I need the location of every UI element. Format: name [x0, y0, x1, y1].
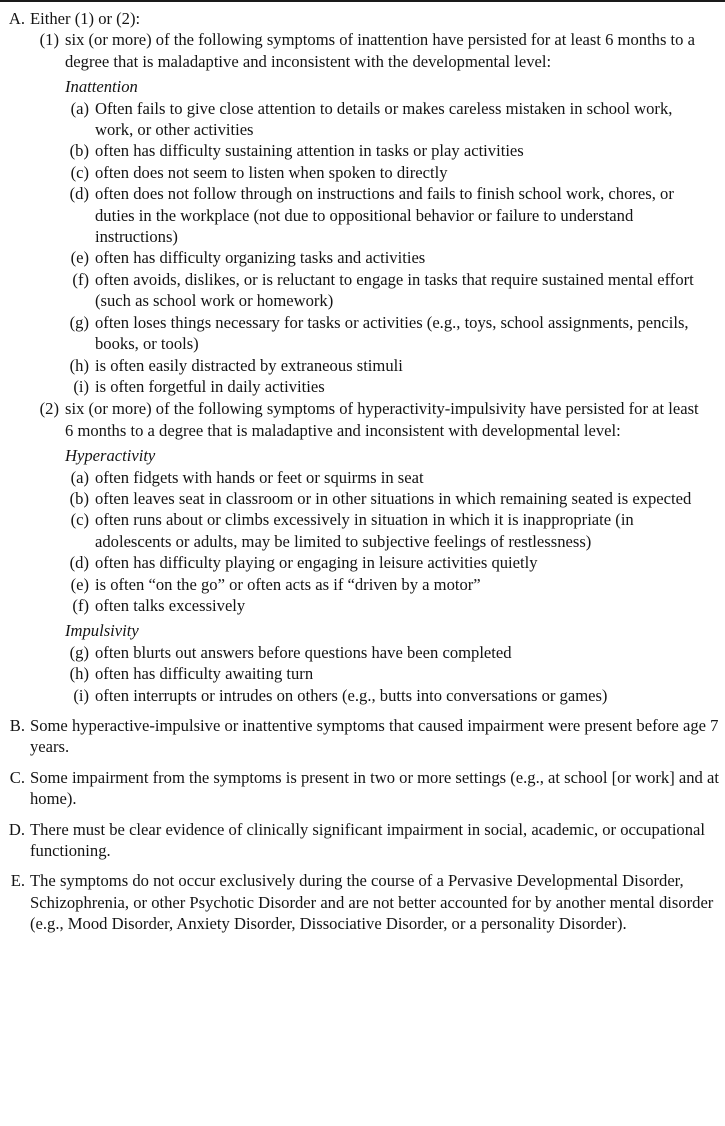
item-label: (c): [70, 162, 89, 182]
category-hyperactivity: Hyperactivity: [65, 446, 156, 466]
criterion-a: [8, 8, 719, 706]
list-item: [69, 642, 711, 663]
criterion-c: [9, 767, 719, 810]
item-text: often has difficulty organizing tasks and activities: [95, 248, 426, 268]
criterion-text: Either (1) or (2):: [30, 9, 141, 28]
subcriterion-1: [39, 29, 711, 72]
category-inattention: Inattention: [65, 77, 138, 97]
item-label: (d): [69, 184, 89, 204]
subcriterion-2: [39, 398, 711, 441]
criterion-b: [9, 715, 719, 758]
criterion-label: B.: [9, 716, 25, 735]
item-text: is often easily distracted by extraneous stimuli: [95, 355, 403, 375]
item-label: (e): [70, 574, 89, 594]
list-item: [73, 376, 711, 397]
item-text: often blurts out answers before questions have been completed: [95, 642, 512, 662]
item-text: often leaves seat in classroom or in other situations in which remaining seated is expected: [95, 488, 692, 508]
criterion-text: Some impairment from the symptoms is present in two or more settings (e.g., at school [or work] and at home).: [30, 767, 719, 809]
item-text: often has difficulty playing or engaging in leisure activities quietly: [95, 553, 538, 573]
list-item: [72, 269, 711, 312]
list-item: [70, 509, 711, 552]
item-text: Often fails to give close attention to details or makes careless mistaken in school work, work, or other activities: [95, 98, 673, 140]
list-item: [70, 162, 711, 183]
list-item: [69, 183, 711, 247]
criterion-label: A.: [8, 9, 25, 28]
item-text: often does not follow through on instructions and fails to finish school work, chores, or duties in the workplace (not due to oppositional behavior or failure to understand instructions): [95, 184, 674, 247]
list-item: [72, 595, 711, 616]
item-text: often interrupts or intrudes on others (e.g., butts into conversations or games): [95, 685, 608, 705]
list-item: [69, 488, 711, 509]
item-label: (b): [69, 141, 89, 161]
item-label: (i): [73, 685, 89, 705]
criterion-label: C.: [9, 767, 25, 787]
subcriterion-text: six (or more) of the following symptoms of inattention have persisted for at least 6 months to a degree that is maladaptive and inconsistent with the developmental level:: [65, 30, 695, 71]
item-text: often avoids, dislikes, or is reluctant to engage in tasks that require sustained mental effort (such as school work or homework): [95, 269, 694, 311]
item-text: often runs about or climbs excessively in situation in which it is inappropriate (in adolescents or adults, may be limited to subjective feelings of restlessness): [95, 510, 634, 551]
item-label: (h): [69, 664, 89, 684]
criterion-d: [8, 819, 719, 862]
item-text: often talks excessively: [95, 595, 246, 615]
item-label: (c): [70, 510, 89, 530]
item-label: (a): [70, 98, 89, 118]
list-item: [70, 247, 711, 268]
list-item: [69, 312, 711, 355]
criterion-label: D.: [8, 819, 25, 839]
list-item: [69, 663, 711, 684]
item-text: is often “on the go” or often acts as if “driven by a motor”: [95, 574, 481, 594]
criterion-text: Some hyperactive-impulsive or inattentive symptoms that caused impairment were present before age 7 years.: [30, 716, 719, 757]
item-text: is often forgetful in daily activities: [95, 376, 325, 396]
list-item: [70, 574, 711, 595]
list-item: [69, 355, 711, 376]
list-item: [73, 685, 711, 706]
item-label: (f): [72, 595, 89, 615]
criteria-document: [0, 8, 725, 935]
item-label: (d): [69, 553, 89, 573]
item-text: often loses things necessary for tasks or activities (e.g., toys, school assignments, pencils, books, or tools): [95, 312, 689, 354]
item-label: (e): [70, 248, 89, 268]
subcriterion-text: six (or more) of the following symptoms of hyperactivity-impulsivity have persisted for at least 6 months to a degree that is maladaptive and inconsistent with developmental level:: [65, 399, 699, 440]
item-label: (g): [69, 312, 89, 332]
item-label: (h): [69, 355, 89, 375]
item-label: (i): [73, 376, 89, 396]
criterion-label: E.: [10, 871, 25, 891]
criterion-text: The symptoms do not occur exclusively during the course of a Pervasive Developmental Disorder, Schizophrenia, or other Psychotic Disorder and are not better accounted for by another mental disorder (e.g., Mood Disorder, Anxiety Disorder, Dissociative Disorder, or a personality Disorder).: [30, 871, 714, 934]
item-label: (b): [69, 488, 89, 508]
item-label: (f): [72, 269, 89, 289]
criterion-e: [10, 870, 719, 934]
subcriterion-label: (2): [39, 399, 59, 419]
item-text: often fidgets with hands or feet or squirms in seat: [95, 467, 424, 487]
list-item: [70, 98, 711, 141]
subcriterion-1-wrapper: [0, 29, 719, 706]
list-item: [69, 140, 711, 161]
top-rule: [0, 0, 725, 2]
item-text: often has difficulty awaiting turn: [95, 664, 314, 684]
category-impulsivity: Impulsivity: [65, 621, 139, 641]
list-item: [69, 552, 711, 573]
item-text: often does not seem to listen when spoken to directly: [95, 162, 448, 182]
subcriterion-label: (1): [39, 30, 59, 50]
item-label: (a): [70, 467, 89, 487]
item-label: (g): [69, 642, 89, 662]
list-item: [70, 467, 711, 488]
item-text: often has difficulty sustaining attention in tasks or play activities: [95, 141, 524, 161]
criterion-text: There must be clear evidence of clinically significant impairment in social, academic, or occupational functioning.: [30, 819, 705, 861]
